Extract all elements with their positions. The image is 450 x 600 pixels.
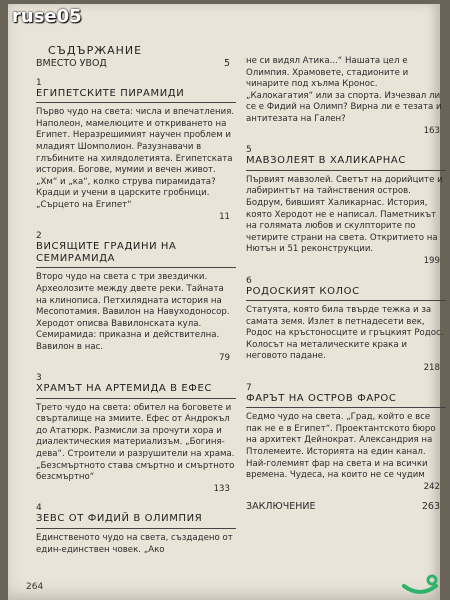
section-title: ЗЕВС ОТ ФИДИЙ В ОЛИМПИЯ <box>36 513 203 525</box>
conclusion-page: 263 <box>421 501 440 513</box>
section-text: не си видял Атика...“ Нашата цел е Олимпия. Храмовете, стадионите и чинарите под хълма Кронос. „Калокагатия“ или за спорта. Изчезвал ли се е Фидий на Олимп? Вирна ли е тезата и антитезата на Гален? <box>246 56 442 124</box>
section-page: 199 <box>423 255 440 266</box>
toc-title: СЪДЪРЖАНИЕ <box>48 44 143 57</box>
section-text: Статуята, която била твърде тежка и за самата земя. Излет в петнадесети век, Родос на кръстоносците и гръцкият Родос. Колосът на металическите крака и неговото падане. <box>246 305 444 362</box>
section-page: 242 <box>423 481 440 492</box>
watermark-logo-icon <box>398 564 442 598</box>
toc-conclusion-entry <box>246 501 446 513</box>
book-page <box>8 4 444 600</box>
section-title: ФАРЪТ НА ОСТРОВ ФАРОС <box>246 392 397 404</box>
toc-section-2 <box>36 231 236 365</box>
section-title: ЕГИПЕТСКИТЕ ПИРАМИДИ <box>36 87 185 99</box>
watermark-text: ruse05 <box>12 6 82 27</box>
section-number: 5 <box>246 145 252 156</box>
section-page: 79 <box>219 353 230 364</box>
section-page: 133 <box>213 483 230 494</box>
section-title: ВИСЯЩИТЕ ГРАДИНИ НА СЕМИРАМИДА <box>36 241 177 264</box>
divider <box>36 102 236 103</box>
intro-page: 5 <box>223 58 230 69</box>
intro-label: ВМЕСТО УВОД <box>36 58 107 69</box>
section-page: 218 <box>423 363 440 374</box>
section-text: Трето чудо на света: обител на боговете и свърталище на змиите. Ефес от Андрокъл до Ататюрк. Размисли за прочути хора и диалектическия материализъм. „Богиня-дева“. Строители и разрушители на храма. „Безсмъртното става смъртно и смъртното безсмъртно“ <box>36 402 235 483</box>
divider <box>246 407 446 408</box>
toc-intro-entry <box>36 58 236 70</box>
section-title: ХРАМЪТ НА АРТЕМИДА В ЕФЕС <box>36 383 213 395</box>
toc-section-4 <box>36 503 236 556</box>
section-number: 1 <box>36 77 42 88</box>
section-title: МАВЗОЛЕЯТ В ХАЛИКАРНАС <box>246 155 406 167</box>
conclusion-label: ЗАКЛЮЧЕНИЕ <box>246 501 316 513</box>
toc-section-7 <box>246 383 446 494</box>
section-text: Първият мавзолей. Светът на дорийците и лабиринтът на тайнствения остров. Бодрум, бившият Халикарнас. История, която Херодот не е написал. Паметникът на голямата любов и скулпторите по четирите страни на света. Откритието на Нютън и 51 реконструкции. <box>246 174 443 255</box>
footer-page-number: 264 <box>26 582 44 592</box>
section-number: 3 <box>36 373 42 384</box>
toc-section-6 <box>246 276 446 375</box>
toc-section-5 <box>246 145 446 267</box>
divider <box>246 300 446 301</box>
section-text: Единственото чудо на света, създадено от един-единствен човек. „Ако <box>36 533 233 555</box>
toc-section-4-continued <box>246 56 446 137</box>
toc-right-column <box>246 56 446 513</box>
toc-section-3 <box>36 373 236 495</box>
toc-left-column <box>36 56 236 556</box>
section-page: 163 <box>423 125 440 136</box>
section-text: Седмо чудо на света. „Град, който е все пак не е в Египет“. Проектантското бюро на архитект Дейнократ. Александрия на Птолемеите. Историята на един канал. Най-големият фар на света и на всички времена. Чудеса, на които не се чудим <box>246 412 436 481</box>
divider <box>36 398 236 399</box>
section-title: РОДОСКИЯТ КОЛОС <box>246 285 360 297</box>
section-number: 6 <box>246 275 252 286</box>
section-number: 7 <box>246 382 252 393</box>
section-number: 4 <box>36 503 42 514</box>
toc-section-1 <box>36 78 236 224</box>
section-text: Второ чудо на света с три звездички. Археолозите между двете реки. Тайната на клинописа. Петхилядната история на Месопотамия. Вавилон на Навуходоносор. Херодот описва Вавилонската кула. Семирамида: приказна и действителна. Вавилон в нас. <box>36 272 230 352</box>
divider <box>36 267 236 268</box>
section-number: 2 <box>36 231 42 242</box>
divider <box>36 528 236 529</box>
section-text: Първо чудо на света: числа и впечатления. Наполеон, мамелюците и откриването на Египет. Неразрешимият научен проблем и младият Шомполион. Разузнавачи в глъбините на хилядолетията. Египетската история. Богове, мумии и вечен живот. „Хм“ и „ка“, колко струва пирамидата? Крадци и учени в царските гробници. „Сърцето на Египет“ <box>36 107 235 210</box>
section-page: 11 <box>219 211 230 222</box>
divider <box>246 170 446 171</box>
